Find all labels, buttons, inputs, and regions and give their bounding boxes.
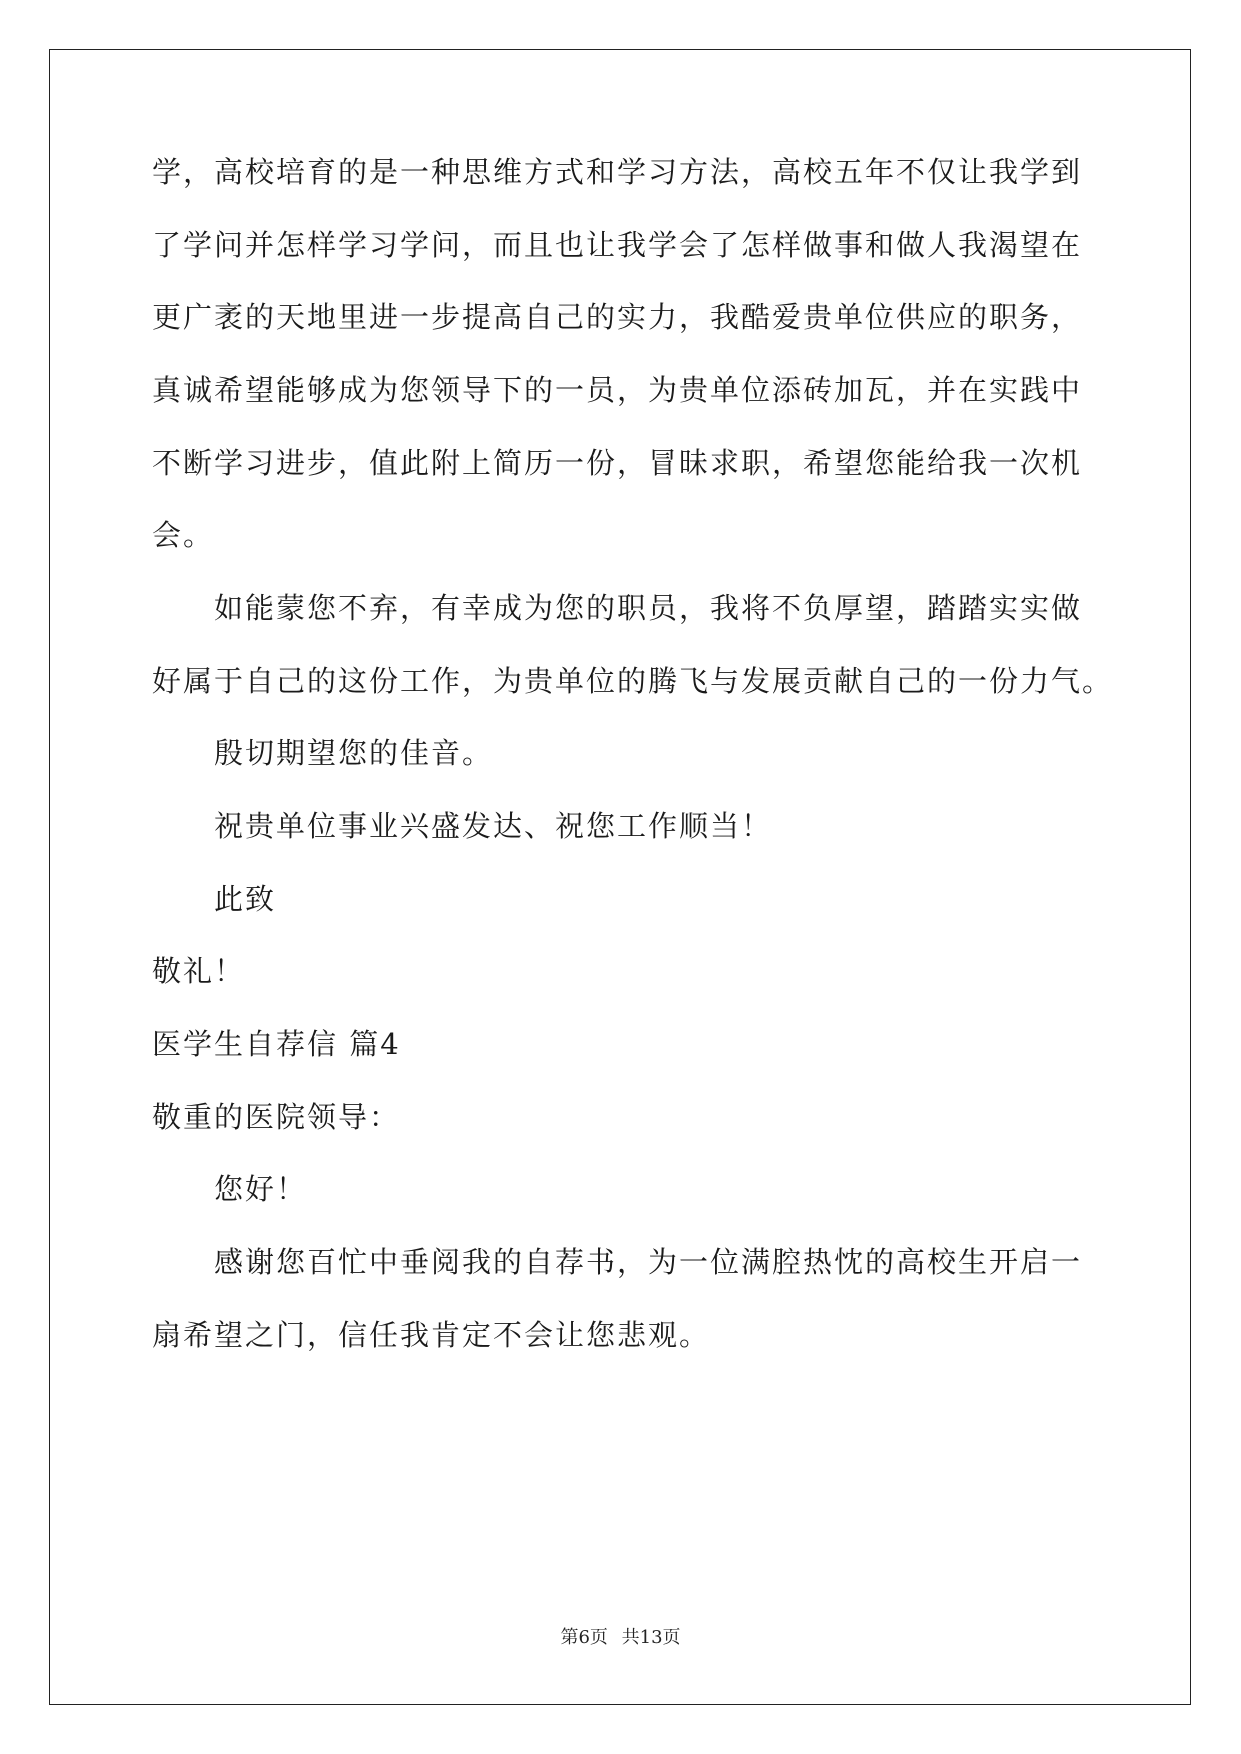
- page-total: 共13页: [621, 1627, 681, 1648]
- paragraph-first-line: 殷切期望您的佳音。: [214, 736, 494, 770]
- letter-addressee: 敬重的医院领导：: [152, 1100, 401, 1134]
- page-footer: [0, 1627, 1241, 1649]
- body-line: 了学问并怎样学习学问，而且也让我学会了怎样做事和做人我渴望在: [152, 228, 1083, 262]
- paragraph-first-line: 感谢您百忙中垂阅我的自荐书，为一位满腔热忱的高校生开启一: [214, 1245, 1083, 1279]
- body-line: 扇希望之门，信任我肯定不会让您悲观。: [152, 1318, 711, 1352]
- section-heading: 医学生自荐信 篇4: [152, 1027, 401, 1061]
- body-line: 更广袤的天地里进一步提高自己的实力，我酷爱贵单位供应的职务，: [152, 300, 1083, 334]
- closing-wish: 祝贵单位事业兴盛发达、祝您工作顺当！: [214, 809, 773, 843]
- body-line: 好属于自己的这份工作，为贵单位的腾飞与发展贡献自己的一份力气。: [152, 664, 1114, 698]
- page-number: 第6页: [560, 1627, 608, 1648]
- body-line: 不断学习进步，值此附上简历一份，冒昧求职，希望您能给我一次机: [152, 446, 1083, 480]
- body-line: 学，高校培育的是一种思维方式和学习方法，高校五年不仅让我学到: [152, 155, 1083, 189]
- body-line: 会。: [152, 518, 215, 552]
- closing-salutation: 此致: [214, 882, 277, 916]
- closing-salutation-end: 敬礼！: [152, 954, 246, 988]
- paragraph-first-line: 如能蒙您不弃，有幸成为您的职员，我将不负厚望，踏踏实实做: [214, 591, 1083, 625]
- letter-greeting: 您好！: [214, 1172, 308, 1206]
- body-line: 真诚希望能够成为您领导下的一员，为贵单位添砖加瓦，并在实践中: [152, 373, 1083, 407]
- page-border: [49, 49, 1191, 1705]
